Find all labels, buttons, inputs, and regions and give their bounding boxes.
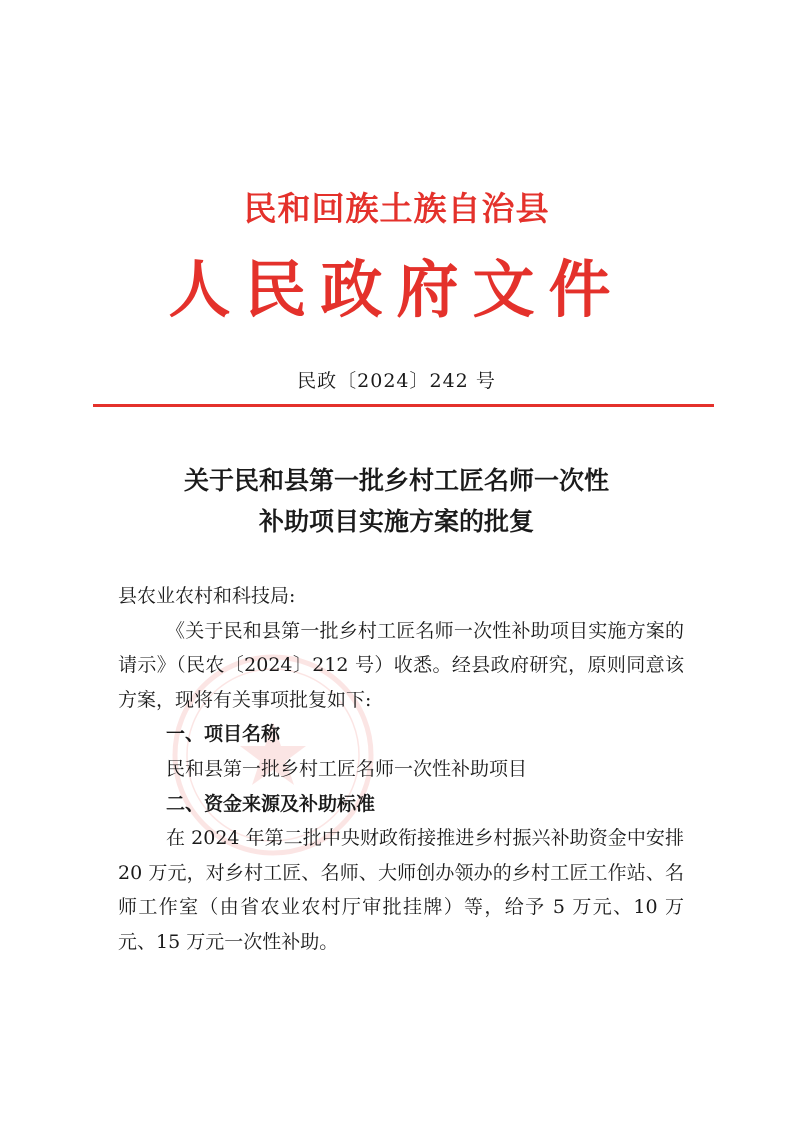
section-heading: 二、资金来源及补助标准 [166, 792, 376, 815]
body-paragraph: 《关于民和县第一批乡村工匠名师一次性补助项目实施方案的请示》（民农〔2024〕212 号）收悉。经县政府研究，原则同意该方案，现将有关事项批复如下: [118, 619, 684, 711]
issuer-name: 民和回族土族自治县 [243, 189, 550, 228]
title-line-1: 关于民和县第一批乡村工匠名师一次性 [183, 466, 609, 495]
red-divider-line [93, 404, 714, 407]
body-paragraph: 在 2024 年第二批中央财政衔接推进乡村振兴补助资金中安排 20 万元，对乡村工匠、名师、大师创办领办的乡村工匠工作站、名师工作室（由省农业农村厅审批挂牌）等，给予 5 万元、10 万元、15 万元一次性补助。 [118, 827, 684, 953]
document-title [0, 460, 793, 542]
document-number: 民政〔2024〕242 号 [297, 370, 496, 392]
body-paragraph: 民和县第一批乡村工匠名师一次性补助项目 [166, 757, 528, 780]
addressee: 县农业农村和科技局: [118, 585, 296, 607]
title-line-2: 补助项目实施方案的批复 [258, 507, 534, 536]
section-heading: 一、项目名称 [166, 723, 281, 746]
document-type-banner: 人民政府文件 [168, 253, 625, 326]
document-body [118, 579, 684, 960]
